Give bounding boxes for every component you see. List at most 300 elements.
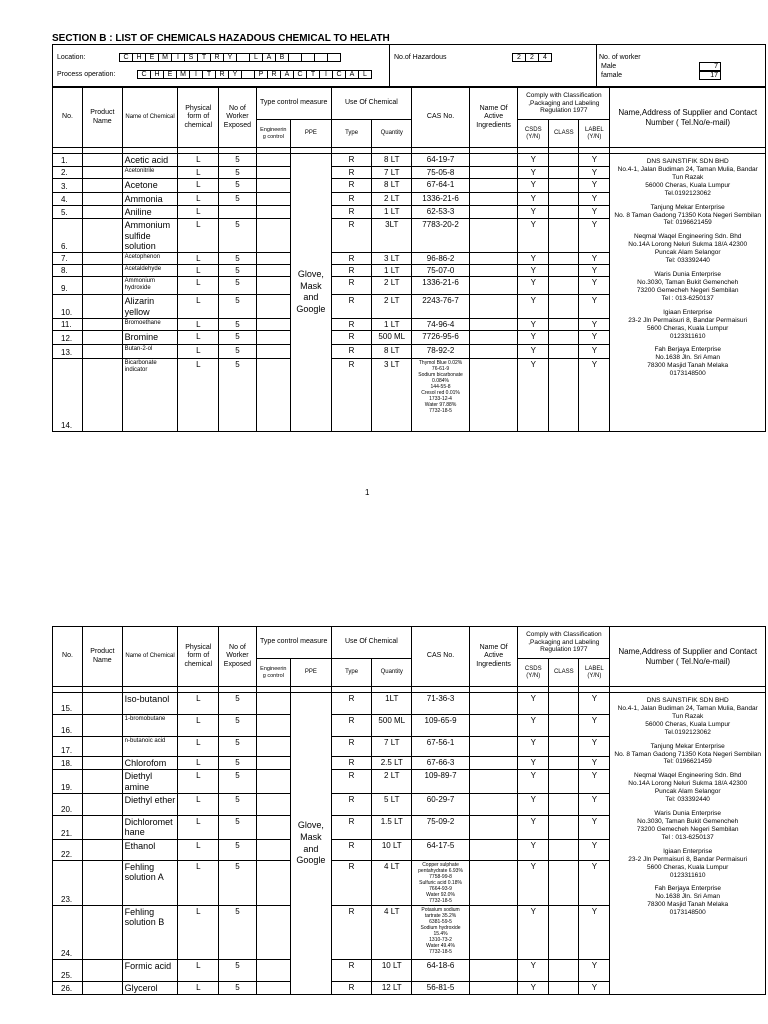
engineering-control	[256, 816, 290, 840]
engineering-control	[256, 344, 290, 358]
csds-flag: Y	[518, 737, 549, 757]
engineering-control	[256, 219, 290, 253]
physical-form: L	[178, 794, 219, 816]
section-title: SECTION B : LIST OF CHEMICALS HAZADOUS CHEMICAL TO HELATH	[52, 33, 390, 44]
label-flag: Y	[579, 757, 610, 770]
hazardous-digit-box: 2	[525, 53, 539, 62]
product-name	[83, 192, 123, 205]
workers-exposed: 5	[219, 192, 257, 205]
hazardous-digit-box: 2	[512, 53, 526, 62]
col-header-chemical: Name of Chemical	[122, 88, 178, 148]
col-header-cas: CAS No.	[412, 88, 470, 148]
row-number: 4.	[53, 192, 83, 205]
class-cell	[549, 959, 579, 981]
csds-flag: Y	[518, 219, 549, 253]
row-number: 5.	[53, 206, 83, 219]
supplier-entry: Waris Dunia Enterprise No.3030, Taman Bukit Gemencheh 73200 Gemecheh Negeri Sembilan Tel : 013-6250137	[636, 810, 739, 841]
cas-number: Thymol Blue 0.02% 76-61-9 Sodium bicarbonate 0.084% 144-55-8 Cresol red 0.01% 1733-12-4 Water 97.88% 7732-18-5	[412, 358, 470, 431]
male-value: 7	[699, 62, 721, 71]
row-number: 18.	[53, 757, 83, 770]
quantity: 2 LT	[372, 192, 412, 205]
active-ingredients	[469, 981, 517, 994]
class-cell	[549, 277, 579, 295]
use-type: R	[331, 192, 372, 205]
chemical-name: Ammonium sulfide solution	[122, 219, 178, 253]
use-type: R	[331, 981, 372, 994]
row-number: 21.	[53, 816, 83, 840]
active-ingredients	[469, 192, 517, 205]
chemical-name: Fehling solution B	[122, 905, 178, 959]
location-char-box	[236, 53, 250, 62]
active-ingredients	[469, 737, 517, 757]
active-ingredients	[469, 344, 517, 358]
engineering-control	[256, 253, 290, 265]
hazardous-digit-box: 4	[538, 53, 552, 62]
cas-number: 62-53-3	[412, 206, 470, 219]
product-name	[83, 737, 123, 757]
process-char-box: H	[150, 70, 164, 79]
chemical-name: Acetic acid	[122, 154, 178, 167]
label-flag: Y	[579, 206, 610, 219]
cas-number: 67-66-3	[412, 757, 470, 770]
supplier-entry: Igiaan Enterprise 23-2 Jln Permaisuri 8, Bandar Permaisuri 5600 Cheras, Kuala Lumpur 0123311610	[628, 308, 748, 340]
physical-form: L	[178, 693, 219, 715]
location-char-box: C	[119, 53, 133, 62]
header-divider	[596, 45, 597, 86]
chemical-name: 1-bromobutane	[122, 715, 178, 737]
chemical-name: Bicarbonate indicator	[122, 358, 178, 431]
class-cell	[549, 358, 579, 431]
ppe-cell: Glove, Mask and Google	[290, 693, 331, 995]
location-char-box: A	[262, 53, 276, 62]
use-type: R	[331, 295, 372, 319]
engineering-control	[256, 154, 290, 167]
cas-number: 7726-95-6	[412, 331, 470, 344]
col-header-product: Product Name	[83, 627, 123, 687]
process-char-box: C	[293, 70, 307, 79]
physical-form: L	[178, 770, 219, 794]
class-cell	[549, 253, 579, 265]
csds-flag: Y	[518, 154, 549, 167]
class-cell	[549, 331, 579, 344]
cas-number: 78-92-2	[412, 344, 470, 358]
use-type: R	[331, 277, 372, 295]
use-type: R	[331, 154, 372, 167]
col-header-quantity: Quantity	[372, 659, 412, 687]
physical-form: L	[178, 344, 219, 358]
col-header-ppe: PPE	[290, 659, 331, 687]
class-cell	[549, 981, 579, 994]
header-divider	[389, 45, 390, 86]
active-ingredients	[469, 839, 517, 860]
cas-number: 2243-76-7	[412, 295, 470, 319]
use-type: R	[331, 179, 372, 192]
engineering-control	[256, 794, 290, 816]
process-char-box: A	[280, 70, 294, 79]
engineering-control	[256, 860, 290, 905]
quantity: 10 LT	[372, 959, 412, 981]
label-flag: Y	[579, 737, 610, 757]
class-cell	[549, 860, 579, 905]
supplier-entry: DNS SAINSTIFIK SDN BHD No.4-1, Jalan Budiman 24, Taman Mulia, Bandar Tun Razak 56000 Cheras, Kuala Lumpur Tel.0192123062	[617, 697, 758, 736]
label-flag: Y	[579, 905, 610, 959]
product-name	[83, 344, 123, 358]
supplier-entry: Waris Dunia Enterprise No.3030, Taman Bukit Gemencheh 73200 Gemecheh Negeri Sembilan Tel : 013-6250137	[636, 271, 739, 302]
active-ingredients	[469, 757, 517, 770]
active-ingredients	[469, 715, 517, 737]
col-header-workers: No of Worker Exposed	[219, 627, 257, 687]
class-cell	[549, 219, 579, 253]
col-header-active: Name Of Active Ingredients	[469, 88, 517, 148]
csds-flag: Y	[518, 331, 549, 344]
active-ingredients	[469, 905, 517, 959]
workers-exposed	[219, 206, 257, 219]
active-ingredients	[469, 693, 517, 715]
csds-flag: Y	[518, 981, 549, 994]
chemical-name: Formic acid	[122, 959, 178, 981]
supplier-entry: Neqmal Waqel Engineering Sdn. Bhd No.14A Lorong Neluri Sukma 18/A 42300 Puncak Alam Selangor Tel: 033392440	[628, 772, 748, 804]
use-type: R	[331, 344, 372, 358]
product-name	[83, 265, 123, 277]
col-header-csds: CSDS (Y/N)	[518, 120, 549, 148]
label-flag: Y	[579, 219, 610, 253]
csds-flag: Y	[518, 905, 549, 959]
col-header-cas: CAS No.	[412, 627, 470, 687]
chemical-name: Acetophenon	[122, 253, 178, 265]
cas-number: 64-19-7	[412, 154, 470, 167]
cas-number: 74-96-4	[412, 319, 470, 331]
workers-exposed: 5	[219, 770, 257, 794]
active-ingredients	[469, 331, 517, 344]
engineering-control	[256, 358, 290, 431]
cas-number: 75-09-2	[412, 816, 470, 840]
workers-exposed: 5	[219, 959, 257, 981]
physical-form: L	[178, 358, 219, 431]
col-header-workers: No of Worker Exposed	[219, 88, 257, 148]
quantity: 2 LT	[372, 277, 412, 295]
csds-flag: Y	[518, 959, 549, 981]
physical-form: L	[178, 757, 219, 770]
engineering-control	[256, 319, 290, 331]
use-type: R	[331, 737, 372, 757]
female-label: famale	[601, 72, 623, 79]
row-number: 17.	[53, 737, 83, 757]
product-name	[83, 319, 123, 331]
location-char-box: H	[132, 53, 146, 62]
cas-number: 75-05-8	[412, 167, 470, 179]
active-ingredients	[469, 219, 517, 253]
male-label: Male	[601, 63, 617, 70]
col-header-supplier: Name,Address of Supplier and Contact Number ( Tel.No/e-mail)	[610, 88, 766, 148]
quantity: 500 ML	[372, 331, 412, 344]
class-cell	[549, 265, 579, 277]
supplier-entry: Tanjung Mekar Enterprise No. 8 Taman Gadong 71350 Kota Negeri Sembilan Tel: 0196621459	[614, 742, 761, 766]
quantity: 4 LT	[372, 860, 412, 905]
process-label: Process operation:	[57, 71, 116, 78]
label-flag: Y	[579, 981, 610, 994]
chemical-name: Dichloromet hane	[122, 816, 178, 840]
product-name	[83, 295, 123, 319]
col-header-comply: Comply with Classification ,Packaging and Labeling Regulation 1977	[518, 88, 610, 120]
engineering-control	[256, 981, 290, 994]
quantity: 3 LT	[372, 253, 412, 265]
physical-form: L	[178, 816, 219, 840]
class-cell	[549, 905, 579, 959]
cas-number: 1336-21-6	[412, 277, 470, 295]
chemical-name: Ammonium hydroxide	[122, 277, 178, 295]
col-header-chemical: Name of Chemical	[122, 627, 178, 687]
location-char-box: M	[158, 53, 172, 62]
product-name	[83, 179, 123, 192]
col-header-physical: Physical form of chemical	[178, 627, 219, 687]
physical-form: L	[178, 331, 219, 344]
col-header-ppe: PPE	[290, 120, 331, 148]
row-number: 2.	[53, 167, 83, 179]
location-char-box: T	[197, 53, 211, 62]
engineering-control	[256, 770, 290, 794]
use-type: R	[331, 693, 372, 715]
row-number: 13.	[53, 344, 83, 358]
location-char-box: L	[249, 53, 263, 62]
col-header-no: No.	[53, 88, 83, 148]
supplier-entry: DNS SAINSTIFIK SDN BHD No.4-1, Jalan Budiman 24, Taman Mulia, Bandar Tun Razak 56000 Cheras, Kuala Lumpur Tel.0192123062	[617, 158, 758, 197]
quantity: 7 LT	[372, 737, 412, 757]
class-cell	[549, 206, 579, 219]
label-flag: Y	[579, 816, 610, 840]
col-header-supplier: Name,Address of Supplier and Contact Number ( Tel.No/e-mail)	[610, 627, 766, 687]
product-name	[83, 358, 123, 431]
label-flag: Y	[579, 192, 610, 205]
quantity: 10 LT	[372, 839, 412, 860]
process-char-box: E	[163, 70, 177, 79]
col-header-no: No.	[53, 627, 83, 687]
row-number: 16.	[53, 715, 83, 737]
physical-form: L	[178, 295, 219, 319]
active-ingredients	[469, 253, 517, 265]
csds-flag: Y	[518, 265, 549, 277]
physical-form: L	[178, 277, 219, 295]
use-type: R	[331, 794, 372, 816]
physical-form: L	[178, 959, 219, 981]
use-type: R	[331, 905, 372, 959]
process-char-box: L	[358, 70, 372, 79]
use-type: R	[331, 219, 372, 253]
label-flag: Y	[579, 277, 610, 295]
chemical-name: Alizarin yellow	[122, 295, 178, 319]
col-header-class: CLASS	[549, 120, 579, 148]
process-char-box: I	[189, 70, 203, 79]
use-type: R	[331, 860, 372, 905]
col-header-class: CLASS	[549, 659, 579, 687]
chemical-name: Glycerol	[122, 981, 178, 994]
col-header-type: Type	[331, 659, 372, 687]
csds-flag: Y	[518, 860, 549, 905]
physical-form: L	[178, 167, 219, 179]
process-char-box: T	[202, 70, 216, 79]
label-flag: Y	[579, 154, 610, 167]
quantity: 2.5 LT	[372, 757, 412, 770]
row-number: 20.	[53, 794, 83, 816]
active-ingredients	[469, 179, 517, 192]
chemical-name: Butan-2-ol	[122, 344, 178, 358]
csds-flag: Y	[518, 715, 549, 737]
worker-label: No. of worker	[599, 54, 641, 61]
supplier-entry: Fah Berjaya Enterprise No.1638 Jln. Sri Aman 78300 Masjid Tanah Melaka 0173148500	[647, 885, 729, 917]
csds-flag: Y	[518, 757, 549, 770]
engineering-control	[256, 277, 290, 295]
col-header-type: Type	[331, 120, 372, 148]
label-flag: Y	[579, 295, 610, 319]
workers-exposed: 5	[219, 277, 257, 295]
engineering-control	[256, 179, 290, 192]
row-number: 26.	[53, 981, 83, 994]
class-cell	[549, 167, 579, 179]
row-number: 22.	[53, 839, 83, 860]
active-ingredients	[469, 319, 517, 331]
csds-flag: Y	[518, 770, 549, 794]
active-ingredients	[469, 959, 517, 981]
col-header-type-control: Type control measure	[256, 88, 331, 120]
supplier-list	[610, 154, 766, 432]
use-type: R	[331, 358, 372, 431]
physical-form: L	[178, 192, 219, 205]
process-char-box: C	[332, 70, 346, 79]
chemical-name: Ammonia	[122, 192, 178, 205]
col-header-type-control: Type control measure	[256, 627, 331, 659]
physical-form: L	[178, 860, 219, 905]
class-cell	[549, 192, 579, 205]
product-name	[83, 794, 123, 816]
csds-flag: Y	[518, 277, 549, 295]
use-type: R	[331, 757, 372, 770]
product-name	[83, 693, 123, 715]
chemical-name: Fehling solution A	[122, 860, 178, 905]
csds-flag: Y	[518, 794, 549, 816]
col-header-engineering: Engineerin g control	[256, 659, 290, 687]
physical-form: L	[178, 737, 219, 757]
product-name	[83, 253, 123, 265]
use-type: R	[331, 206, 372, 219]
csds-flag: Y	[518, 344, 549, 358]
chemical-name: Bromine	[122, 331, 178, 344]
form-header	[52, 44, 766, 87]
cas-number: Potasium sodium tartrate 35.2% 6381-59-5 Sodium hydroxide 15.4% 1310-73-2 Water 49.4% 7732-18-5	[412, 905, 470, 959]
process-char-box	[241, 70, 255, 79]
female-value: 17	[699, 71, 721, 80]
class-cell	[549, 770, 579, 794]
product-name	[83, 959, 123, 981]
col-header-use: Use Of Chemical	[331, 88, 411, 120]
workers-exposed: 5	[219, 693, 257, 715]
location-char-box: Y	[223, 53, 237, 62]
label-flag: Y	[579, 344, 610, 358]
row-number: 23.	[53, 860, 83, 905]
label-flag: Y	[579, 319, 610, 331]
physical-form: L	[178, 981, 219, 994]
workers-exposed: 5	[219, 860, 257, 905]
process-char-box: R	[215, 70, 229, 79]
process-char-box: C	[137, 70, 151, 79]
row-number: 7.	[53, 253, 83, 265]
row-number: 3.	[53, 179, 83, 192]
process-boxes	[137, 70, 371, 79]
use-type: R	[331, 253, 372, 265]
col-header-product: Product Name	[83, 88, 123, 148]
quantity: 1 LT	[372, 319, 412, 331]
label-flag: Y	[579, 179, 610, 192]
cas-number: 56-81-5	[412, 981, 470, 994]
cas-number: 75-07-0	[412, 265, 470, 277]
ppe-cell: Glove, Mask and Google	[290, 154, 331, 432]
active-ingredients	[469, 358, 517, 431]
workers-exposed: 5	[219, 715, 257, 737]
engineering-control	[256, 715, 290, 737]
workers-exposed: 5	[219, 794, 257, 816]
active-ingredients	[469, 265, 517, 277]
workers-exposed: 5	[219, 905, 257, 959]
chemical-name: Chlorofom	[122, 757, 178, 770]
csds-flag: Y	[518, 206, 549, 219]
workers-exposed: 5	[219, 344, 257, 358]
quantity: 1 LT	[372, 265, 412, 277]
supplier-entry: Neqmal Waqel Engineering Sdn. Bhd No.14A Lorong Neluri Sukma 18/A 42300 Puncak Alam Selangor Tel: 033392440	[628, 233, 748, 265]
workers-exposed: 5	[219, 981, 257, 994]
use-type: R	[331, 839, 372, 860]
cas-number: 60-29-7	[412, 794, 470, 816]
quantity: 3LT	[372, 219, 412, 253]
quantity: 7 LT	[372, 167, 412, 179]
use-type: R	[331, 265, 372, 277]
active-ingredients	[469, 154, 517, 167]
workers-exposed: 5	[219, 839, 257, 860]
engineering-control	[256, 839, 290, 860]
label-flag: Y	[579, 839, 610, 860]
active-ingredients	[469, 770, 517, 794]
cas-number: Copper sulphate pentahydrate 6.93% 7758-99-8 Sulfuric acid 0.18% 7664-93-9 Water 92.0% 7732-18-5	[412, 860, 470, 905]
col-header-engineering: Engineerin g control	[256, 120, 290, 148]
row-number: 1.	[53, 154, 83, 167]
product-name	[83, 206, 123, 219]
workers-exposed: 5	[219, 219, 257, 253]
physical-form: L	[178, 179, 219, 192]
location-char-box	[314, 53, 328, 62]
quantity: 5 LT	[372, 794, 412, 816]
row-number: 11.	[53, 319, 83, 331]
label-flag: Y	[579, 770, 610, 794]
product-name	[83, 757, 123, 770]
row-number: 24.	[53, 905, 83, 959]
quantity: 4 LT	[372, 905, 412, 959]
location-char-box: I	[171, 53, 185, 62]
workers-exposed: 5	[219, 253, 257, 265]
col-header-csds: CSDS (Y/N)	[518, 659, 549, 687]
class-cell	[549, 816, 579, 840]
supplier-list	[610, 693, 766, 995]
process-char-box: Y	[228, 70, 242, 79]
product-name	[83, 839, 123, 860]
table-row	[53, 154, 766, 167]
cas-number: 67-64-1	[412, 179, 470, 192]
csds-flag: Y	[518, 253, 549, 265]
workers-exposed: 5	[219, 737, 257, 757]
supplier-entry: Tanjung Mekar Enterprise No. 8 Taman Gadong 71350 Kota Negeri Sembilan Tel: 0196621459	[614, 203, 761, 227]
use-type: R	[331, 959, 372, 981]
chemical-name: Diethyl ether	[122, 794, 178, 816]
process-char-box: I	[319, 70, 333, 79]
chemical-name: Acetonitrile	[122, 167, 178, 179]
chemical-name: Ethanol	[122, 839, 178, 860]
product-name	[83, 715, 123, 737]
